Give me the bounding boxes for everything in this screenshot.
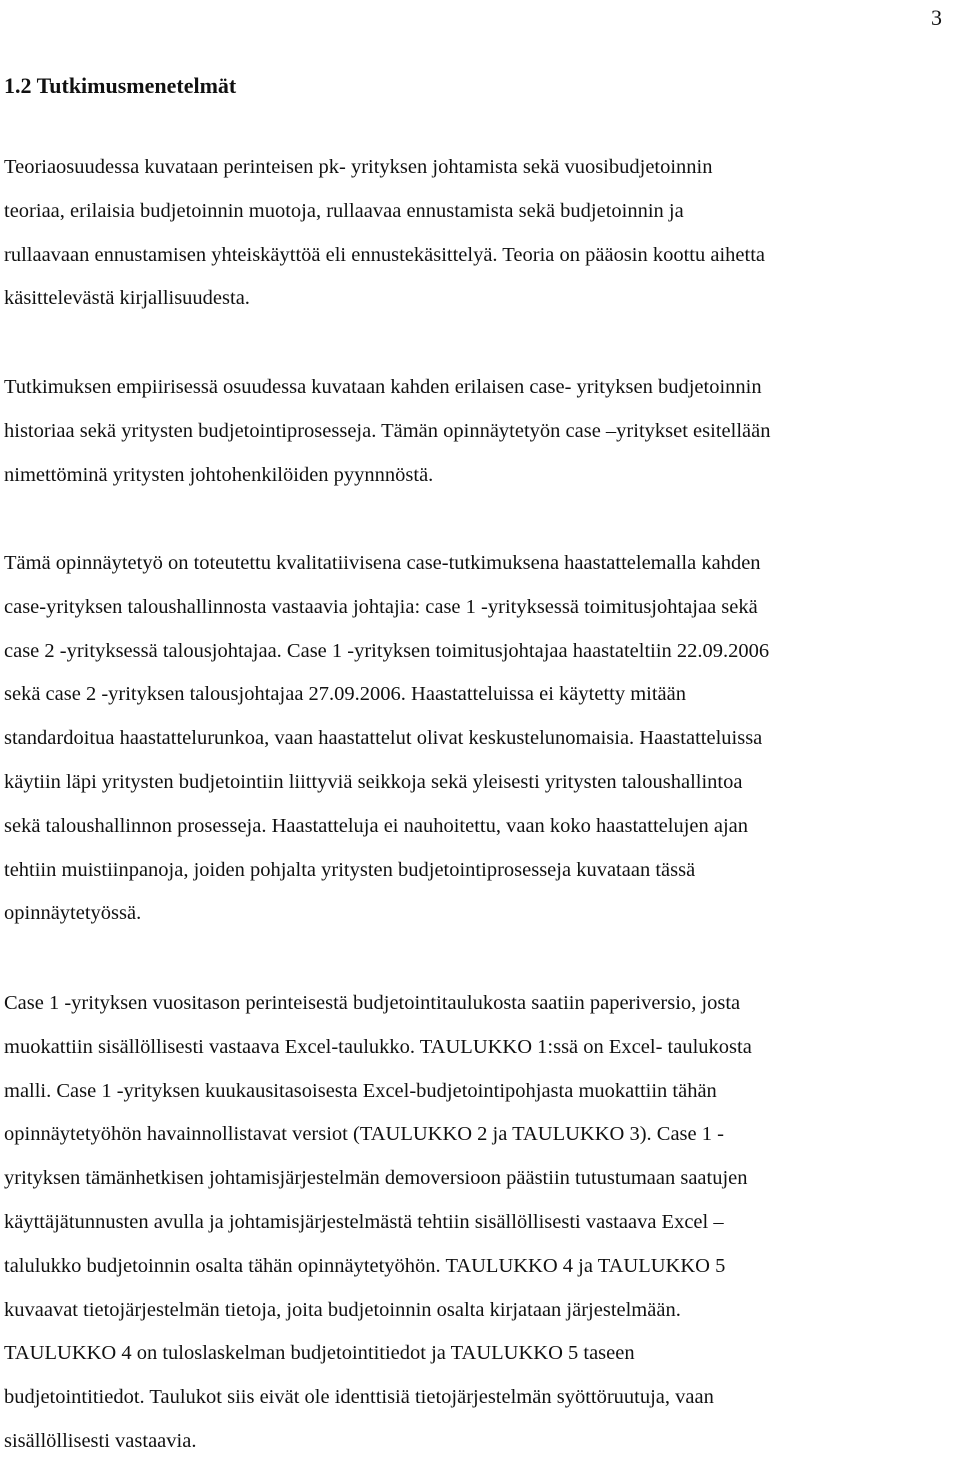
text-line: opinnäytetyöhön havainnollistavat versiot (TAULUKKO 2 ja TAULUKKO 3). Case 1 - [4,1123,724,1146]
paragraph-empirical [4,366,954,497]
text-line: Tutkimuksen empiirisessä osuudessa kuvataan kahden erilaisen case- yrityksen budjetoinnin [4,376,762,398]
text-line: käytiin läpi yritysten budjetointiin liittyviä seikkoja sekä yleisesti yritysten taloushallintoa [4,770,743,793]
text-line: talulukko budjetoinnin osalta tähän opinnäytetyöhön. TAULUKKO 4 ja TAULUKKO 5 [4,1254,726,1277]
text-line: opinnäytetyössä. [4,902,142,925]
text-line: nimettöminä yritysten johtohenkilöiden pyynnnöstä. [4,463,434,486]
text-line: sisällöllisesti vastaavia. [4,1429,197,1452]
text-line: teoriaa, erilaisia budjetoinnin muotoja, rullaavaa ennustamista sekä budjetoinnin ja [4,199,684,222]
paragraph-method [4,542,954,936]
text-line: budjetointitiedot. Taulukot siis eivät ole identtisiä tietojärjestelmän syöttöruutuja, vaan [4,1386,714,1409]
text-line: yrityksen tämänhetkisen johtamisjärjestelmän demoversioon päästiin tutustumaan saatujen [4,1167,748,1190]
text-line: malli. Case 1 -yrityksen kuukausitasoisesta Excel-budjetointipohjasta muokattiin tähän [4,1079,717,1102]
text-line: case 2 -yrityksessä talousjohtajaa. Case 1 -yrityksen toimitusjohtajaa haastateltiin 22.09.2006 [4,639,770,662]
text-line: tehtiin muistiinpanoja, joiden pohjalta yritysten budjetointiprosesseja kuvataan tässä [4,858,696,881]
page-number: 3 [931,5,942,30]
paragraph-tables [4,982,954,1464]
text-line: case-yrityksen taloushallinnosta vastaavia johtajia: case 1 -yrityksessä toimitusjohtajaa sekä [4,595,758,618]
section-heading: 1.2 Tutkimusmenetelmät [4,73,237,98]
text-line: sekä taloushallinnon prosesseja. Haastatteluja ei nauhoitettu, vaan koko haastattelujen ajan [4,814,749,837]
text-line: käyttäjätunnusten avulla ja johtamisjärjestelmästä tehtiin sisällöllisesti vastaava Excel – [4,1210,724,1233]
text-line: sekä case 2 -yrityksen talousjohtajaa 27.09.2006. Haastatteluissa ei käytetty mitään [4,683,686,706]
text-line: Teoriaosuudessa kuvataan perinteisen pk- yrityksen johtamista sekä vuosibudjetoinnin [4,156,713,178]
paragraph-theory [4,146,954,321]
text-line: standardoitua haastattelurunkoa, vaan haastattelut olivat keskustelunomaisia. Haastatteluissa [4,727,763,750]
text-line: rullaavaan ennustamisen yhteiskäyttöä eli ennustekäsittelyä. Teoria on pääosin koottu aihetta [4,243,766,266]
text-line: muokattiin sisällöllisesti vastaava Excel-taulukko. TAULUKKO 1:ssä on Excel- taulukosta [4,1035,752,1058]
text-line: kuvaavat tietojärjestelmän tietoja, joita budjetoinnin osalta kirjataan järjestelmään. [4,1298,681,1321]
text-line: käsittelevästä kirjallisuudesta. [4,287,250,310]
text-line: Tämä opinnäytetyö on toteutettu kvalitatiivisena case-tutkimuksena haastattelemalla kahden [4,552,761,574]
text-line: TAULUKKO 4 on tuloslaskelman budjetointitiedot ja TAULUKKO 5 taseen [4,1342,635,1365]
text-line: Case 1 -yrityksen vuositason perinteisestä budjetointitaulukosta saatiin paperiversio, josta [4,992,741,1014]
text-line: historiaa sekä yritysten budjetointiprosesseja. Tämän opinnäytetyön case –yritykset esitellään [4,419,771,442]
